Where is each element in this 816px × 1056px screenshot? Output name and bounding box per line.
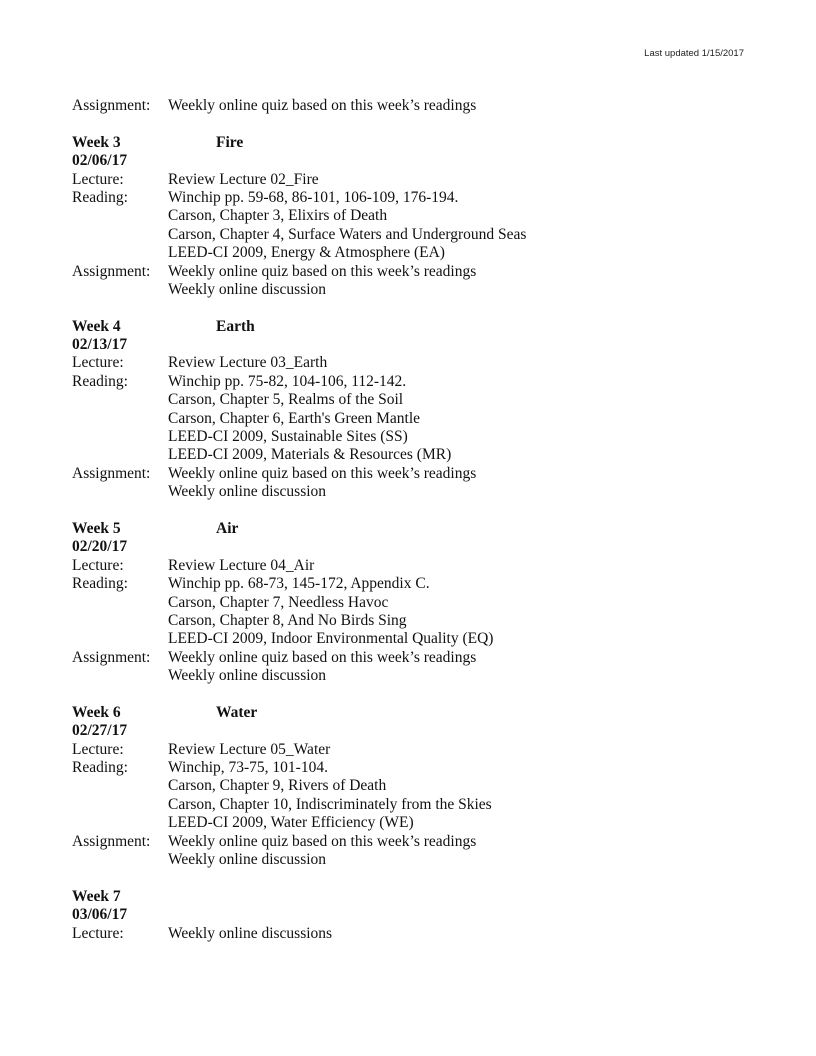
reading-label: Reading:: [72, 759, 128, 777]
week-section-3: [72, 134, 744, 300]
reading-item: Carson, Chapter 8, And No Birds Sing: [168, 611, 407, 629]
week-heading: [72, 704, 744, 722]
reading-row: [72, 575, 744, 593]
lecture-label: Lecture:: [72, 170, 124, 188]
week-topic: Air: [216, 519, 239, 537]
week-heading: [72, 888, 744, 906]
lecture-row: [72, 354, 744, 372]
week-date: 02/13/17: [72, 336, 128, 354]
reading-item: Carson, Chapter 7, Needless Havoc: [168, 593, 389, 611]
reading-row: [72, 630, 744, 648]
week-number: Week 3: [72, 133, 121, 151]
assignment-item: Weekly online quiz based on this week’s readings: [168, 832, 477, 850]
assignment-row: [72, 263, 744, 281]
assignment-row: [72, 483, 744, 501]
reading-row: [72, 373, 744, 391]
reading-item: LEED-CI 2009, Sustainable Sites (SS): [168, 428, 408, 446]
reading-item: LEED-CI 2009, Indoor Environmental Quality (EQ): [168, 630, 494, 648]
week-date-row: [72, 906, 744, 924]
assignment-label: Assignment:: [72, 832, 151, 850]
lecture-label: Lecture:: [72, 924, 124, 942]
assignment-item: Weekly online discussion: [168, 667, 327, 685]
lecture-text: Review Lecture 03_Earth: [168, 354, 328, 372]
reading-item: Carson, Chapter 9, Rivers of Death: [168, 777, 387, 795]
reading-row: [72, 226, 744, 244]
lecture-text: Weekly online discussions: [168, 924, 333, 942]
reading-item: Carson, Chapter 4, Surface Waters and Underground Seas: [168, 225, 527, 243]
reading-row: [72, 759, 744, 777]
week-number: Week 7: [72, 887, 121, 905]
reading-row: [72, 391, 744, 409]
reading-item: Winchip pp. 59-68, 86-101, 106-109, 176-194.: [168, 188, 459, 206]
lecture-text: Review Lecture 02_Fire: [168, 170, 319, 188]
reading-item: Winchip pp. 75-82, 104-106, 112-142.: [168, 372, 407, 390]
week-number: Week 6: [72, 703, 121, 721]
intro-assignment-row: [72, 97, 744, 115]
reading-row: [72, 244, 744, 262]
reading-item: Winchip pp. 68-73, 145-172, Appendix C.: [168, 575, 430, 593]
reading-row: [72, 207, 744, 225]
assignment-row: [72, 281, 744, 299]
week-section-6: [72, 704, 744, 870]
assignment-row: [72, 465, 744, 483]
reading-item: Carson, Chapter 3, Elixirs of Death: [168, 207, 388, 225]
assignment-text: Weekly online quiz based on this week’s readings: [168, 97, 477, 114]
assignment-row: [72, 649, 744, 667]
reading-item: LEED-CI 2009, Energy & Atmosphere (EA): [168, 244, 445, 262]
schedule-content: [72, 97, 744, 943]
week-topic: Earth: [216, 317, 255, 335]
assignment-item: Weekly online discussion: [168, 280, 327, 298]
lecture-label: Lecture:: [72, 556, 124, 574]
assignment-item: Weekly online quiz based on this week’s readings: [168, 464, 477, 482]
week-number: Week 4: [72, 317, 121, 335]
week-heading: [72, 318, 744, 336]
week-heading: [72, 520, 744, 538]
assignment-row: [72, 833, 744, 851]
week-section-7: [72, 888, 744, 943]
reading-label: Reading:: [72, 372, 128, 390]
reading-item: Carson, Chapter 10, Indiscriminately from the Skies: [168, 795, 492, 813]
reading-row: [72, 777, 744, 795]
assignment-label: Assignment:: [72, 648, 151, 666]
week-date: 02/27/17: [72, 722, 128, 740]
reading-label: Reading:: [72, 188, 128, 206]
assignment-item: Weekly online quiz based on this week’s readings: [168, 262, 477, 280]
reading-item: LEED-CI 2009, Materials & Resources (MR): [168, 446, 452, 464]
last-updated-note: Last updated 1/15/2017: [644, 48, 744, 59]
reading-item: LEED-CI 2009, Water Efficiency (WE): [168, 814, 414, 832]
assignment-row: [72, 667, 744, 685]
reading-row: [72, 189, 744, 207]
week-number: Week 5: [72, 519, 121, 537]
week-date-row: [72, 336, 744, 354]
lecture-row: [72, 171, 744, 189]
lecture-label: Lecture:: [72, 354, 124, 372]
week-date: 02/06/17: [72, 152, 128, 170]
lecture-row: [72, 925, 744, 943]
week-date: 03/06/17: [72, 906, 128, 924]
week-section-4: [72, 318, 744, 502]
assignment-label: Assignment:: [72, 464, 151, 482]
assignment-item: Weekly online discussion: [168, 851, 327, 869]
week-date-row: [72, 152, 744, 170]
reading-row: [72, 796, 744, 814]
reading-item: Winchip, 73-75, 101-104.: [168, 759, 328, 777]
reading-row: [72, 446, 744, 464]
week-date-row: [72, 722, 744, 740]
assignment-item: Weekly online quiz based on this week’s readings: [168, 648, 477, 666]
lecture-label: Lecture:: [72, 740, 124, 758]
reading-row: [72, 612, 744, 630]
reading-row: [72, 410, 744, 428]
week-heading: [72, 134, 744, 152]
assignment-row: [72, 851, 744, 869]
assignment-label: Assignment:: [72, 97, 151, 114]
week-date: 02/20/17: [72, 538, 128, 556]
week-section-5: [72, 520, 744, 686]
lecture-row: [72, 741, 744, 759]
lecture-row: [72, 557, 744, 575]
assignment-item: Weekly online discussion: [168, 483, 327, 501]
reading-row: [72, 428, 744, 446]
reading-item: Carson, Chapter 5, Realms of the Soil: [168, 391, 404, 409]
lecture-text: Review Lecture 04_Air: [168, 556, 315, 574]
reading-row: [72, 594, 744, 612]
reading-label: Reading:: [72, 575, 128, 593]
week-topic: Water: [216, 703, 258, 721]
week-date-row: [72, 538, 744, 556]
lecture-text: Review Lecture 05_Water: [168, 740, 331, 758]
week-topic: Fire: [216, 133, 244, 151]
reading-row: [72, 814, 744, 832]
assignment-label: Assignment:: [72, 262, 151, 280]
reading-item: Carson, Chapter 6, Earth's Green Mantle: [168, 409, 421, 427]
